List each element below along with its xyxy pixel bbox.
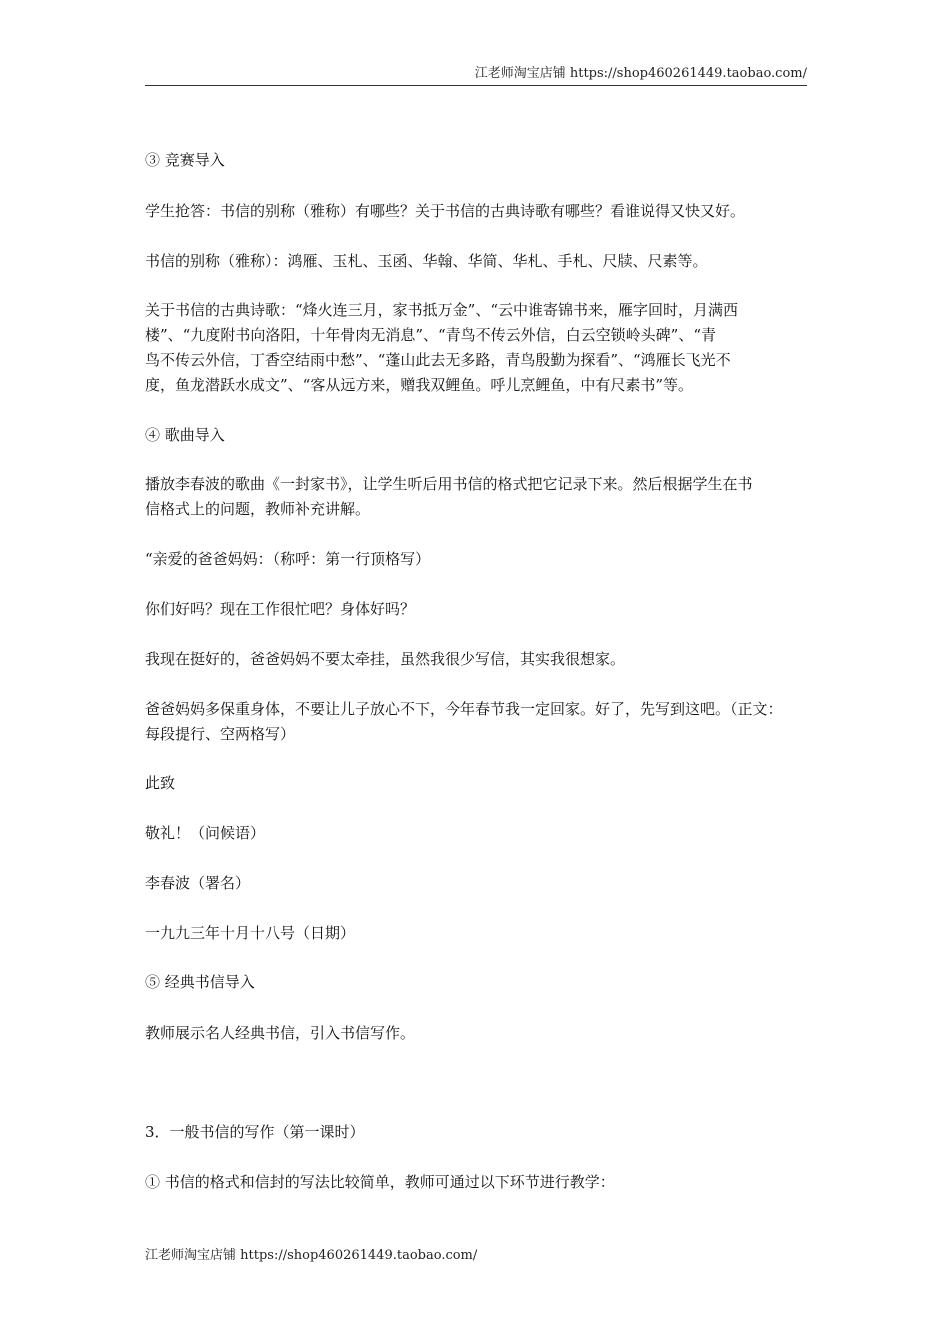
- section-heading-song: ④ 歌曲导入: [145, 426, 225, 444]
- section-heading-writing: 3．一般书信的写作（第一课时）: [145, 1123, 365, 1141]
- paragraph-song-line1: 播放李春波的歌曲《一封家书》，让学生听后用书信的格式把它记录下来。然后根据学生在书: [145, 475, 753, 493]
- header-divider: [145, 85, 807, 86]
- letter-closing: 此致: [145, 774, 176, 792]
- letter-greeting: 你们好吗？现在工作很忙吧？身体好吗？: [145, 600, 416, 618]
- letter-body-1: 我现在挺好的，爸爸妈妈不要太牵挂，虽然我很少写信，其实我很想家。: [145, 650, 626, 668]
- letter-body-2-line2: 每段提行、空两格写）: [145, 725, 296, 743]
- paragraph-poems-line3: 鸟不传云外信，丁香空结雨中愁”、“蓬山此去无多路，青鸟殷勤为探看”、“鸿雁长飞光不: [145, 351, 731, 369]
- section-heading-contest: ③ 竞赛导入: [145, 151, 225, 169]
- letter-signature: 李春波（署名）: [145, 874, 251, 892]
- page-footer: 江老师淘宝店铺 https://shop460261449.taobao.com/: [145, 1248, 478, 1263]
- page-header: 江老师淘宝店铺 https://shop460261449.taobao.com/: [474, 66, 807, 81]
- paragraph-letter-aliases: 书信的别称（雅称）：鸿雁、玉札、玉函、华翰、华简、华札、手札、尺牍、尺素等。: [145, 252, 708, 270]
- paragraph-quiz: 学生抢答：书信的别称（雅称）有哪些？关于书信的古典诗歌有哪些？看谁说得又快又好。: [145, 202, 746, 220]
- paragraph-poems-line2: 楼”、“九度附书向洛阳，十年骨肉无消息”、“青鸟不传云外信，白云空锁岭头碑”、“青: [145, 326, 717, 344]
- letter-date: 一九九三年十月十八号（日期）: [145, 924, 356, 942]
- paragraph-poems-line1: 关于书信的古典诗歌：“烽火连三月，家书抵万金”、“云中谁寄锦书来，雁字回时，月满西: [145, 301, 739, 319]
- paragraph-song-line2: 信格式上的问题，教师补充讲解。: [145, 500, 371, 518]
- letter-regards: 敬礼！（问候语）: [145, 824, 266, 842]
- paragraph-classic-letters: 教师展示名人经典书信，引入书信写作。: [145, 1024, 416, 1042]
- paragraph-poems-line4: 度，鱼龙潜跃水成文”、“客从远方来，赠我双鲤鱼。呼儿烹鲤鱼，中有尺素书”等。: [145, 376, 694, 394]
- letter-salutation: “亲爱的爸爸妈妈：（称呼：第一行顶格写）: [145, 550, 431, 568]
- letter-body-2-line1: 爸爸妈妈多保重身体，不要让儿子放心不下，今年春节我一定回家。好了，先写到这吧。（正文：: [145, 700, 783, 718]
- section-heading-classic-letters: ⑤ 经典书信导入: [145, 973, 255, 991]
- paragraph-format-intro: ① 书信的格式和信封的写法比较简单，教师可通过以下环节进行教学：: [145, 1173, 615, 1191]
